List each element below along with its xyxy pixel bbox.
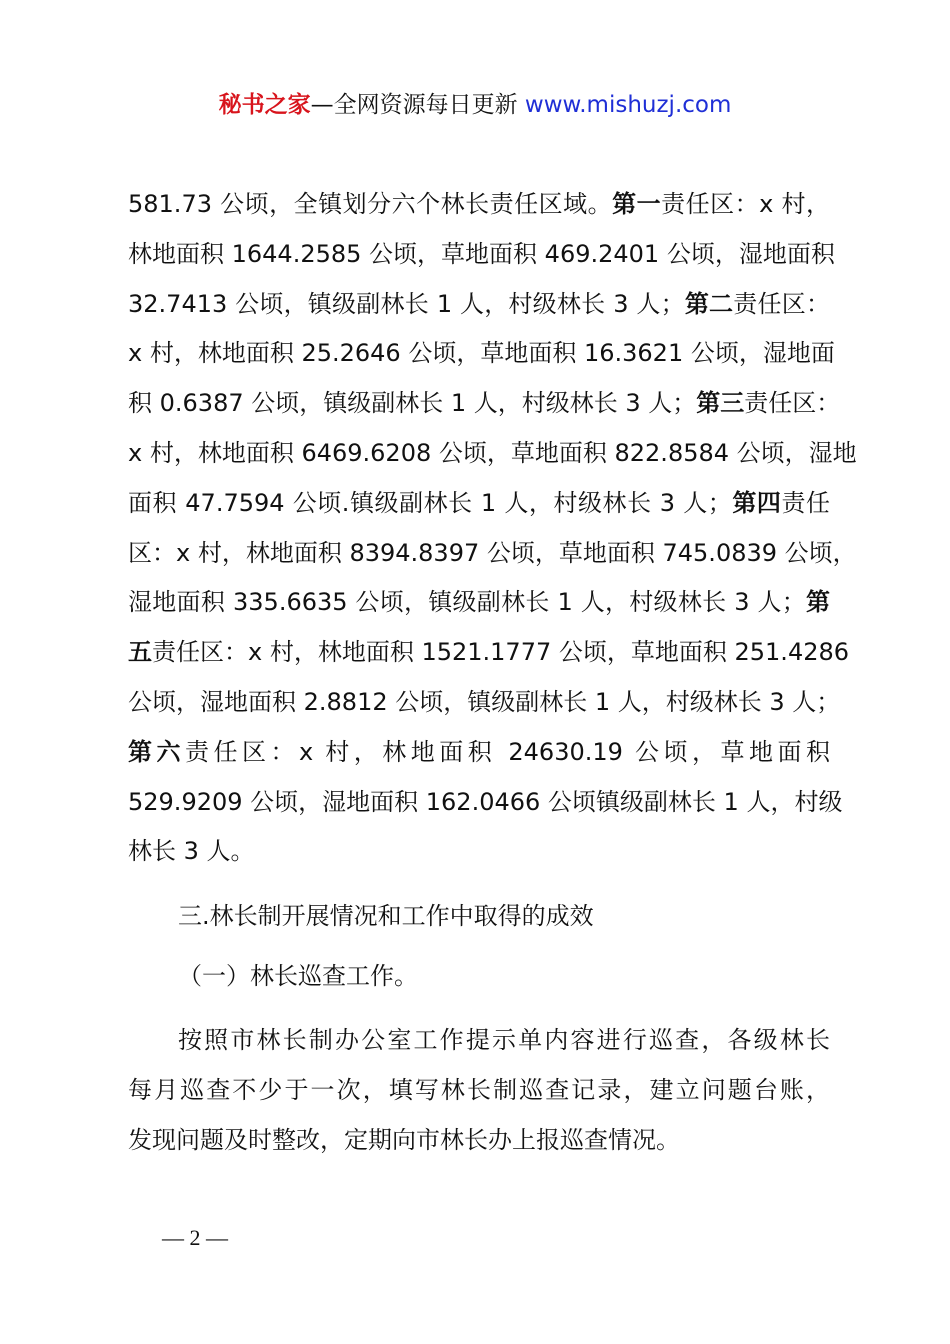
site-header [0,88,950,122]
paragraph-line: 581.73 公顷，全镇划分六个林长责任区域。第一责任区：x 村， [128,190,830,218]
paragraph-line: 发现问题及时整改，定期向市林长办上报巡查情况。 [128,1125,680,1154]
site-url[interactable]: www.mishuzj.com [524,92,732,118]
subsection-heading: （一）林长巡查工作。 [178,962,418,990]
paragraph-line: 面积 47.7594 公顷.镇级副林长 1 人，村级林长 3 人；第四责任 [128,488,831,517]
paragraph-line: 529.9209 公顷，湿地面积 162.0466 公顷镇级副林长 1 人，村级 [128,787,843,816]
paragraph-line: 32.7413 公顷，镇级副林长 1 人，村级林长 3 人；第二责任区： [128,289,830,318]
section-heading: 三.林长制开展情况和工作中取得的成效 [178,902,594,930]
paragraph-line: 按照市林长制办公室工作提示单内容进行巡查，各级林长 [178,1026,830,1054]
paragraph-line: 五责任区：x 村，林地面积 1521.1777 公顷，草地面积 251.4286 [128,638,850,667]
paragraph-line: x 村，林地面积 6469.6208 公顷，草地面积 822.8584 公顷，湿地 [128,438,857,467]
header-tagline: —全网资源每日更新 [310,92,525,118]
paragraph-responsibility-areas [128,180,857,877]
paragraph-line: x 村，林地面积 25.2646 公顷，草地面积 16.3621 公顷，湿地面 [128,339,835,368]
paragraph-line: 每月巡查不少于一次，填写林长制巡查记录，建立问题台账， [128,1075,830,1104]
paragraph-line: 公顷，湿地面积 2.8812 公顷，镇级副林长 1 人，村级林长 3 人； [128,687,841,716]
paragraph-line: 湿地面积 335.6635 公顷，镇级副林长 1 人，村级林长 3 人；第 [128,588,831,617]
paragraph-line: 第六责任区：x 村，林地面积 24630.19 公顷，草地面积 [128,737,831,766]
page-number: — 2 — [162,1225,228,1250]
paragraph-line: 林地面积 1644.2585 公顷，草地面积 469.2401 公顷，湿地面积 [128,239,835,268]
paragraph-line: 林长 3 人。 [128,837,255,866]
brand-name: 秘书之家 [218,92,311,118]
paragraph-line: 积 0.6387 公顷，镇级副林长 1 人，村级林长 3 人；第三责任区： [128,389,841,418]
paragraph-patrol-work [128,1016,830,1165]
paragraph-line: 区：x 村，林地面积 8394.8397 公顷，草地面积 745.0839 公顷， [128,538,857,567]
